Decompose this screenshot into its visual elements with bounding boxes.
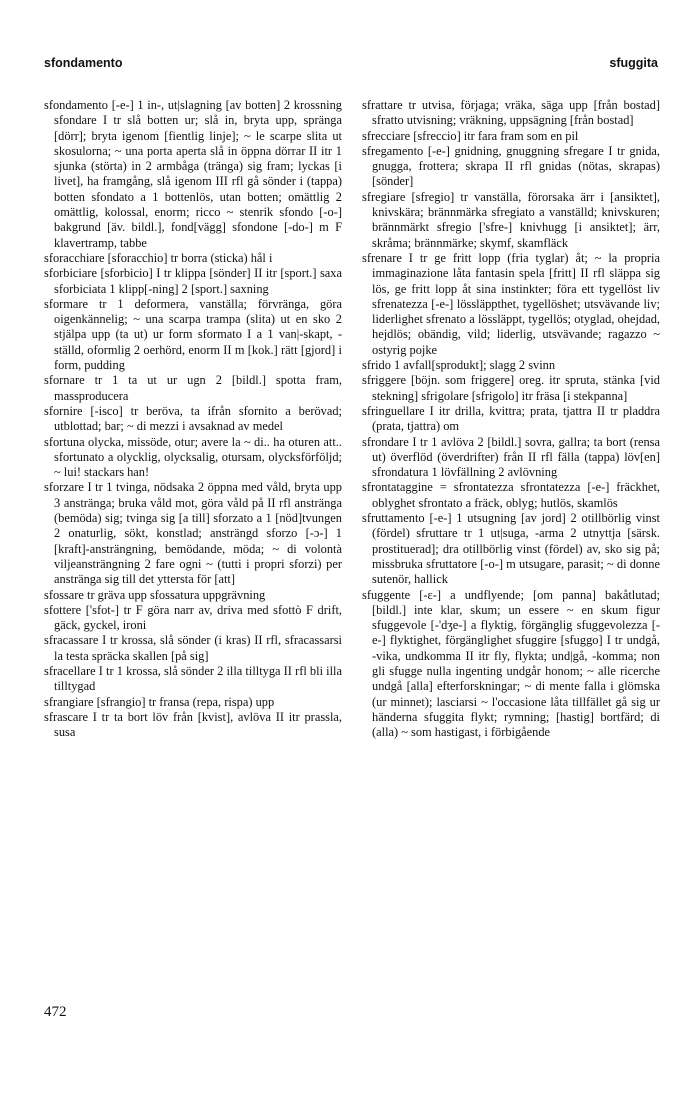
dictionary-entry: sfrondare I tr 1 avlöva 2 [bildl.] sovra, gallra; ta bort (rensa ut) överflöd (överdrifter) från II rfl fälla (tappa) löv[en] sfrondatura 1 lövfällning 2 avlövning (362, 434, 660, 480)
dictionary-entry: sfrangiare [sfrangio] tr fransa (repa, rispa) upp (44, 694, 275, 709)
dictionary-entry: sfregiare [sfregio] tr vanställa, förorsaka ärr i [ansiktet], knivskära; brännmärka sfregiato a vanställd; knivskuren; brännmärkt sfregio ['sfre-] knivhugg [i ansiktet]; ärr, skråma; brännmärke; skymf, skamfläck (362, 189, 660, 250)
dictionary-entry: sfossare tr gräva upp sfossatura uppgrävning (44, 587, 266, 602)
dictionary-entry: sfrido 1 avfall[sprodukt]; slagg 2 svinn (362, 358, 556, 373)
dictionary-entry: sfrattare tr utvisa, förjaga; vräka, säga upp [från bostad] sfratto utvisning; vräkning, uppsägning [från bostad] (362, 98, 660, 128)
dictionary-entry: sfortuna olycka, missöde, otur; avere la ~ di.. ha oturen att.. sfortunato a olycklig, olycksalig, otursam, olycksförföljd; ~ lui! stackars han! (44, 434, 342, 480)
left-column (44, 98, 342, 740)
dictionary-entry: sfruttamento [-e-] 1 utsugning [av jord] 2 otillbörlig vinst (fördel) sfruttare tr 1 ut|suga, -arma 2 utnyttja [särsk. prostituerad]; dra otillbörlig vinst (fördel) av, sko sig på; missbruka sfruttatore [-o-] m utsugare, parasit; ~ di donne sutenör, hallick (362, 511, 660, 587)
dictionary-entry: sforbiciare [sforbicio] I tr klippa [sönder] II itr [sport.] saxa sforbiciata 1 klipp[-ning] 2 [sport.] saxning (44, 266, 342, 296)
dictionary-entry: sformare tr 1 deformera, vanställa; förvränga, göra oigenkännelig; ~ una scarpa trampa (slita) ut en sko 2 stjälpa upp (ta ut) ur form sformato I a 1 van|-skapt, -ställd, oformlig 2 oerhörd, enorm II m [kok.] rätt [gjord] i form, pudding (44, 296, 342, 373)
dictionary-entry: sfracellare I tr 1 krossa, slå sönder 2 illa tilltyga II rfl bli illa tilltygad (44, 663, 342, 694)
dictionary-entry: sfrontataggine = sfrontatezza sfrontatezza [-e-] fräckhet, oblyghet sfrontato a fräck, oblyg; hutlös, skamlös (362, 480, 660, 510)
dictionary-entry: sfringuellare I itr drilla, kvittra; prata, tjattra II tr pladdra (prata, tjattra) om (362, 403, 660, 434)
dictionary-entry: sfriggere [böjn. som friggere] oreg. itr spruta, stänka [vid stekning] sfrigolare [sfrigolo] itr fräsa [i stekpanna] (362, 373, 660, 403)
dictionary-entry: sfondamento [-e-] 1 in-, ut|slagning [av botten] 2 krossning sfondare I tr slå botten ur; slå in, bryta upp, spränga [dörr]; bryta igenom [fientlig linje]; ~ le scarpe slita ut skosulorna; ~ una porta aperta slå in öppna dörrar II itr 1 sjunka (störta) in 2 armbåga (tränga) sig fram; lyckas [i livet], ha framgång, slå igenom III rfl gå sönder i (tappa) botten sfondato a 1 bottenlös, utan botten; omättlig 2 omättlig, kolossal, enorm; ricco ~ stenrik sfondo [-o-] bakgrund [äv. bildl.], fond[vägg] sfondone [-do-] m F klavertramp, tabbe (44, 98, 342, 250)
dictionary-entry: sforzare I tr 1 tvinga, nödsaka 2 öppna med våld, bryta upp 3 anstränga; bruka våld mot, göra våld på II rfl anstränga (bemöda) sig; tvinga sig [a till] sforzato a 1 [nöd]tvungen 2 onaturlig, sökt, konstlad; ansträngd sforzo [-ɔ-] 1 [kraft]-ansträngning, bemödande, möda; ~ di volontà viljeansträngning 2 fare ogni ~ (tutti i propri sforzi) per anstränga sig till det yttersta för [att] (44, 480, 342, 587)
dictionary-entry: sfregamento [-e-] gnidning, gnuggning sfregare I tr gnida, gnugga, frottera; skrapa II rfl gnidas (nötas, skrapas) [sönder] (362, 143, 660, 189)
dictionary-entry: sfrenare I tr ge fritt lopp (fria tyglar) åt; ~ la propria immaginazione låta fantasin spela [fritt] II rfl släppa sig lös, ge fritt lopp åt sina instinkter; föra ett tygellöst liv sfrenatezza [-e-] lössläppthet, tygellöshet; utsvävande liv; liderlighet sfrenato a lössläppt, tygellös; otyglad, ohejdad, hejdlös; obändig, vild; liderlig, utsvävande; ragazzo ~ ostyrig pojke (362, 250, 660, 357)
page-number: 472 (44, 1004, 67, 1020)
dictionary-entry: sfornare tr 1 ta ut ur ugn 2 [bildl.] spotta fram, massproducera (44, 373, 342, 403)
dictionary-entry: sfracassare I tr krossa, slå sönder (i kras) II rfl, sfracassarsi la testa spräcka skallen [på sig] (44, 633, 342, 663)
dictionary-entry: sfrecciare [sfreccio] itr fara fram som en pil (362, 128, 579, 143)
dictionary-entry: sfottere ['sfot-] tr F göra narr av, driva med sfottò F drift, gäck, gyckel, ironi (44, 602, 342, 633)
dictionary-entry: sforacchiare [sforacchio] tr borra (sticka) hål i (44, 250, 273, 265)
dictionary-entry: sfornire [-isco] tr beröva, ta ifrån sfornito a berövad; utblottad; bar; ~ di mezzi i avsaknad av medel (44, 403, 342, 434)
dictionary-entry: sfuggente [-ɛ-] a undflyende; [om panna] bakåtlutad; [bildl.] inte klar, skum; un essere ~ en skum figur sfuggevole [-'dʒe-] a flyktig, förgänglig sfuggevolezza [-e-] flyktighet, förgänglighet sfuggire [sfuggo] I tr undgå, -vika, undkomma II itr fly, flykta; und|gå, -komma; non gli sfugge nulla ingenting undgår honom; ~ alle ricerche undgå [alla] efterforskningar; ~ di mente falla i glömska (ur minnet); lasciarsi ~ l'occasione låta tillfället gå sig ur händerna sfuggita flykt; rymning; [hastig] bortfärd; di (alla) ~ som hastigast, i förbigående (362, 587, 660, 740)
running-head-right: sfuggita (609, 56, 658, 70)
dictionary-entry: sfrascare I tr ta bort löv från [kvist], avlöva II itr prassla, susa (44, 709, 342, 740)
running-head-left: sfondamento (44, 56, 123, 70)
right-column (362, 98, 660, 740)
